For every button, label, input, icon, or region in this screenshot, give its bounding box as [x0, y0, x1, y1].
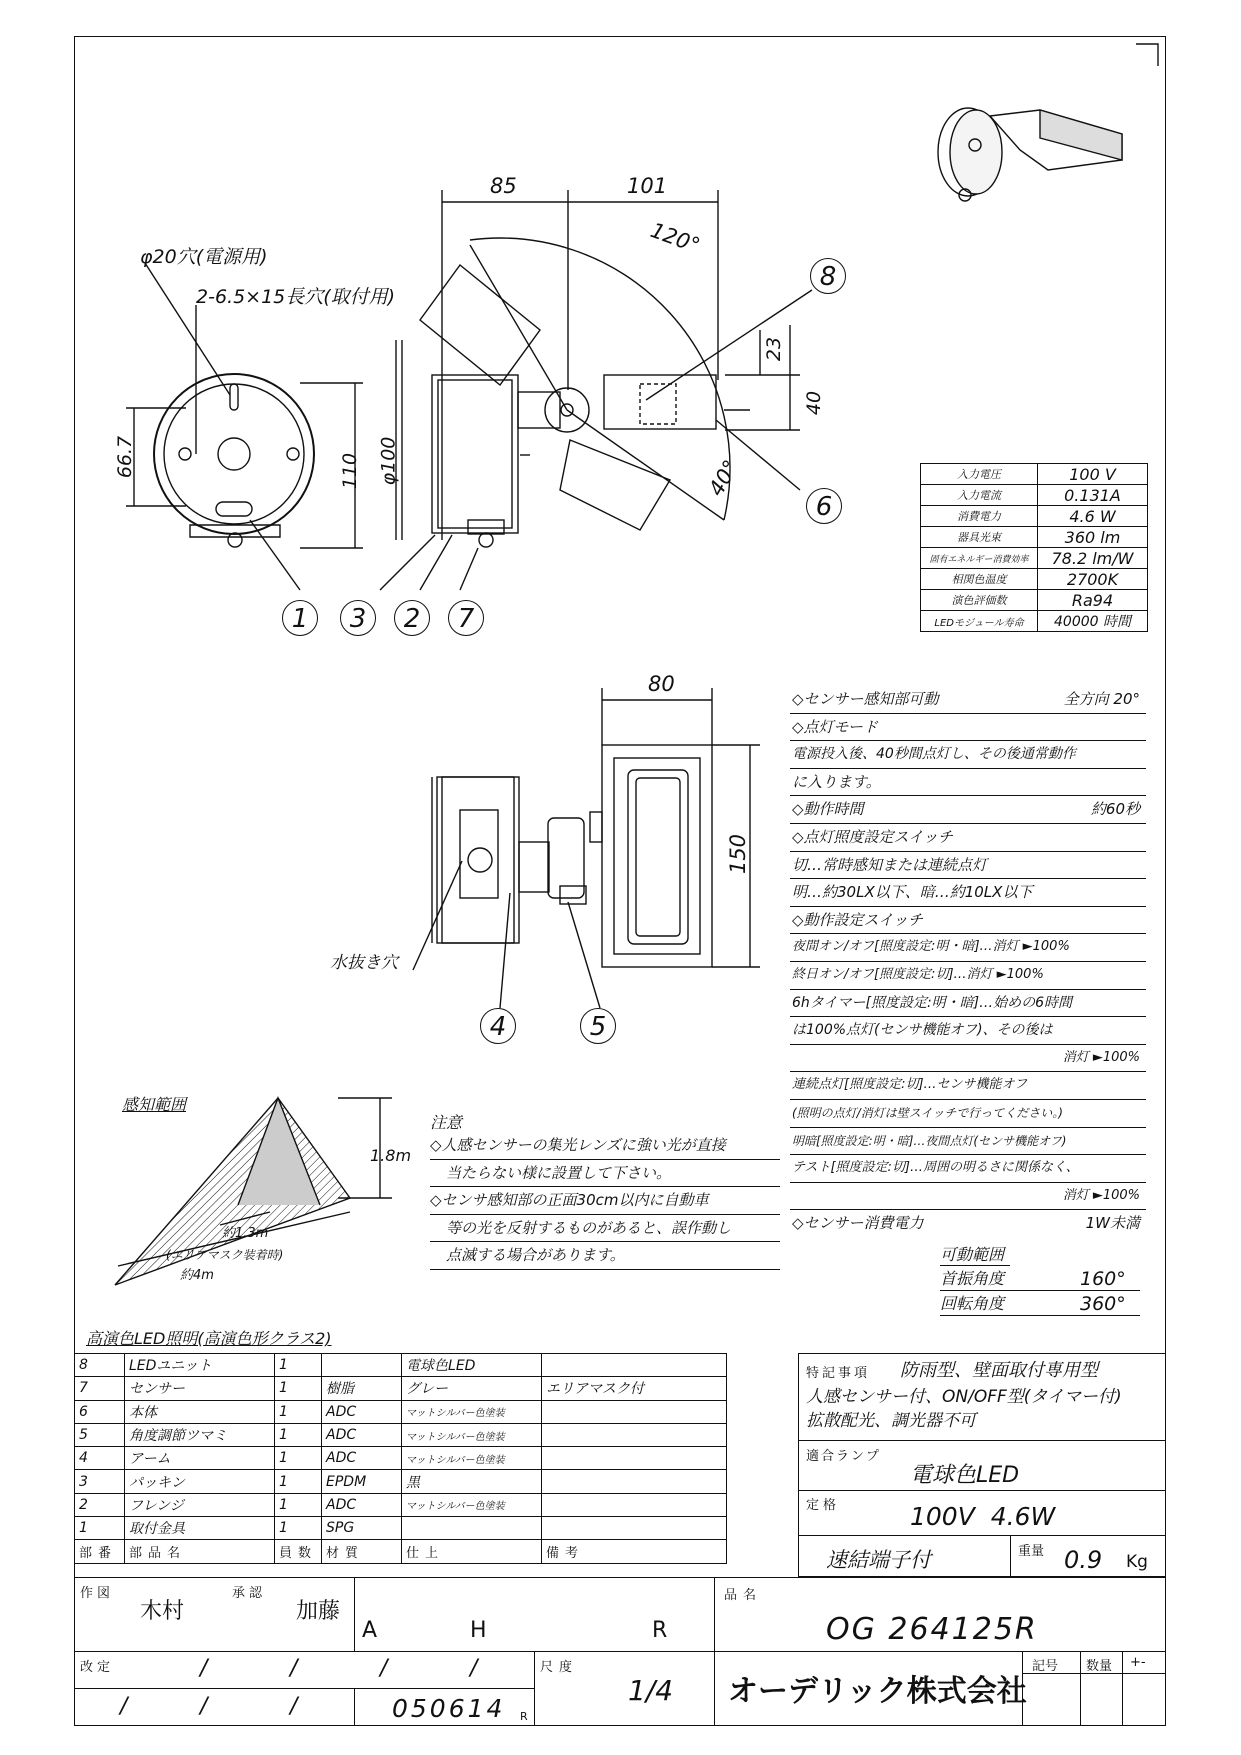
caution-line: ◇センサ感知部の正面30cm以内に自動車: [430, 1187, 780, 1215]
operation-notes: [790, 686, 1146, 1237]
divider: [798, 1490, 1166, 1491]
rev-a: A: [362, 1618, 378, 1643]
dim-40: 40: [803, 390, 826, 416]
callout-1: 1: [282, 600, 318, 636]
side-view: [380, 190, 812, 590]
movable-range: 可動範囲 首振角度 160° 回転角度 360°: [940, 1242, 1140, 1316]
special-line-1: 防雨型、壁面取付専用型: [900, 1360, 1098, 1381]
movable-title: 可動範囲: [940, 1242, 1010, 1266]
table-row: 1 取付金具 1 SPG: [75, 1517, 727, 1540]
scale-value: 1/4: [628, 1674, 674, 1707]
lamp-label: 適合ランプ: [806, 1449, 882, 1464]
spec-row: 固有エネルギー消費効率 78.2 lm/W: [921, 548, 1148, 569]
spec-row: 器具光束 360 lm: [921, 527, 1148, 548]
spec-row: 演色評価数 Ra94: [921, 590, 1148, 611]
note-line: (照明の点灯/消灯は壁スイッチで行ってください。): [790, 1100, 1146, 1128]
note-line: ◇動作時間 約60秒: [790, 796, 1146, 824]
callout-7: 7: [448, 600, 484, 636]
callout-6: 6: [806, 488, 842, 524]
table-row: 6 本体 1 ADC マットシルバー色塗装: [75, 1400, 727, 1423]
bottom-view: [413, 688, 760, 1008]
divider: [798, 1440, 1166, 1441]
spec-row: 入力電流 0.131A: [921, 485, 1148, 506]
special-line-2: 人感センサー付、ON/OFF型(タイマー付): [806, 1387, 1122, 1407]
dim-66-7: 66.7: [114, 435, 137, 479]
class-title: 高演色LED照明(高演色形クラス2): [86, 1329, 332, 1348]
qty-label: 数量: [1086, 1659, 1113, 1674]
label-drain-hole: 水抜き穴: [330, 953, 398, 973]
rating-value: 100V 4.6W: [910, 1502, 1056, 1531]
divider: [798, 1535, 1166, 1536]
note-line: 明…約30LX以下、暗…約10LX以下: [790, 879, 1146, 907]
lamp-value: 電球色LED: [910, 1463, 1020, 1488]
parts-table: [74, 1353, 727, 1564]
caution-line: ◇人感センサーの集光レンズに強い光が直接: [430, 1132, 780, 1160]
date-value: 050614: [392, 1694, 506, 1723]
sense-title: 感知範囲: [122, 1095, 187, 1114]
table-row: 4 アーム 1 ADC マットシルバー色塗装: [75, 1447, 727, 1470]
rev-r: R: [652, 1618, 668, 1643]
angle-120: 120°: [647, 218, 704, 258]
date-suffix: R: [520, 1710, 528, 1723]
divider: [1010, 1535, 1011, 1577]
spec-row: 相関色温度 2700K: [921, 569, 1148, 590]
spec-table: [920, 463, 1148, 632]
rev-slashes: /: [200, 1656, 208, 1681]
divider: [534, 1651, 535, 1726]
dash-mark: +-: [1130, 1655, 1146, 1670]
callout-8: 8: [810, 258, 846, 294]
sense-r1: 約1.3m: [222, 1226, 269, 1241]
sense-height: 1.8m: [370, 1146, 412, 1165]
rev-slashes: /: [120, 1694, 128, 1719]
note-line: ◇センサー感知部可動 全方向 20°: [790, 686, 1146, 714]
sense-r2: 約4m: [180, 1268, 214, 1283]
callout-4: 4: [480, 1008, 516, 1044]
rev-slashes: /: [290, 1656, 298, 1681]
table-row: 8 LEDユニット 1 電球色LED: [75, 1354, 727, 1377]
front-view: [126, 263, 363, 590]
note-line: 消灯 ►100%: [790, 1183, 1146, 1211]
note-line: 夜間オン/オフ[照度設定:明・暗]…消灯 ►100%: [790, 934, 1146, 962]
rev-slashes: /: [290, 1694, 298, 1719]
note-line: に入ります。: [790, 769, 1146, 797]
table-header: 部番 部品名 員数 材質 仕上 備考: [75, 1540, 727, 1563]
spec-row: 入力電圧 100 V: [921, 464, 1148, 485]
note-line: ◇動作設定スイッチ: [790, 907, 1146, 935]
caution-line: 等の光を反射するものがあると、誤作動し: [430, 1215, 780, 1243]
table-row: 2 フレンジ 1 ADC マットシルバー色塗装: [75, 1493, 727, 1516]
caution-line: 当たらない様に設置して下さい。: [430, 1160, 780, 1188]
company-name: オーデリック株式会社: [728, 1674, 1027, 1709]
rev-slashes: /: [470, 1656, 478, 1681]
caution-line: 点滅する場合があります。: [430, 1242, 780, 1270]
dim-110: 110: [339, 452, 362, 490]
special-label: 特記事項: [806, 1366, 871, 1381]
divider: [74, 1688, 534, 1689]
divider: [1080, 1651, 1081, 1726]
callout-3: 3: [340, 600, 376, 636]
note-line: 消灯 ►100%: [790, 1045, 1146, 1073]
rev-slashes: /: [200, 1694, 208, 1719]
approved-label: 承認: [232, 1586, 267, 1601]
spec-row: 消費電力 4.6 W: [921, 506, 1148, 527]
divider: [354, 1688, 355, 1726]
rev-h: H: [470, 1618, 487, 1643]
rating-label: 定格: [806, 1498, 841, 1513]
rev-slashes: /: [380, 1656, 388, 1681]
note-line: 明暗[照度設定:明・暗]…夜間点灯(センサ機能オフ): [790, 1128, 1146, 1156]
note-line: 連続点灯[照度設定:切]…センサ機能オフ: [790, 1072, 1146, 1100]
note-line: ◇センサー消費電力 1W未満: [792, 1214, 1140, 1233]
dim-80: 80: [648, 672, 675, 696]
divider: [714, 1577, 715, 1726]
weight-unit: Kg: [1126, 1552, 1148, 1572]
dim-23: 23: [763, 336, 786, 362]
product-label: 品名: [724, 1588, 763, 1603]
spec-row: LEDモジュール寿命 40000 時間: [921, 611, 1148, 632]
table-row: 3 パッキン 1 EPDM 黒: [75, 1470, 727, 1493]
product-code: OG 264125R: [826, 1612, 1038, 1647]
special-line-3: 拡散配光、調光器不可: [806, 1411, 976, 1431]
caution-notes: [430, 1132, 780, 1270]
note-line: 切…常時感知または連続点灯: [790, 852, 1146, 880]
note-line: ◇点灯モード: [790, 714, 1146, 742]
weight-label: 重量: [1018, 1544, 1045, 1559]
caution-title: 注意: [430, 1113, 463, 1132]
note-line: 電源投入後、40秒間点灯し、その後通常動作: [790, 741, 1146, 769]
angle-40: 40°: [703, 455, 744, 501]
drawn-name: 木村: [140, 1599, 185, 1624]
table-row: 5 角度調節ツマミ 1 ADC マットシルバー色塗装: [75, 1423, 727, 1446]
note-line: テスト[照度設定:切]…周囲の明るさに関係なく、: [790, 1155, 1146, 1183]
note-line: 終日オン/オフ[照度設定:切]…消灯 ►100%: [790, 962, 1146, 990]
note-line: ◇点灯照度設定スイッチ: [790, 824, 1146, 852]
callout-2: 2: [394, 600, 430, 636]
dim-150: 150: [726, 833, 751, 875]
thumbnail-illustration: [938, 108, 1122, 201]
terminal-note: 速結端子付: [826, 1548, 931, 1572]
dim-85: 85: [490, 174, 517, 198]
table-row: 7 センサー 1 樹脂 グレー エリアマスク付: [75, 1377, 727, 1400]
change-label: 改定: [80, 1660, 115, 1675]
approved-name: 加藤: [296, 1599, 341, 1624]
weight-value: 0.9: [1064, 1546, 1103, 1574]
dim-101: 101: [627, 174, 668, 198]
divider: [354, 1577, 355, 1651]
label-hole-power: φ20穴(電源用): [140, 246, 268, 268]
sense-mask: (エリアマスク装着時): [166, 1248, 284, 1262]
code-label: 記号: [1032, 1659, 1059, 1674]
scale-label: 尺度: [540, 1660, 579, 1675]
label-hole-mount: 2-6.5×15長穴(取付用): [196, 286, 396, 308]
note-line: 6hタイマー[照度設定:明・暗]…始めの6時間: [790, 990, 1146, 1018]
divider: [74, 1651, 1166, 1652]
callout-5: 5: [580, 1008, 616, 1044]
drawn-label: 作図: [80, 1586, 115, 1601]
dim-phi-100: φ100: [377, 436, 400, 486]
note-line: は100%点灯(センサ機能オフ)、その後は: [790, 1017, 1146, 1045]
divider: [1122, 1651, 1123, 1726]
